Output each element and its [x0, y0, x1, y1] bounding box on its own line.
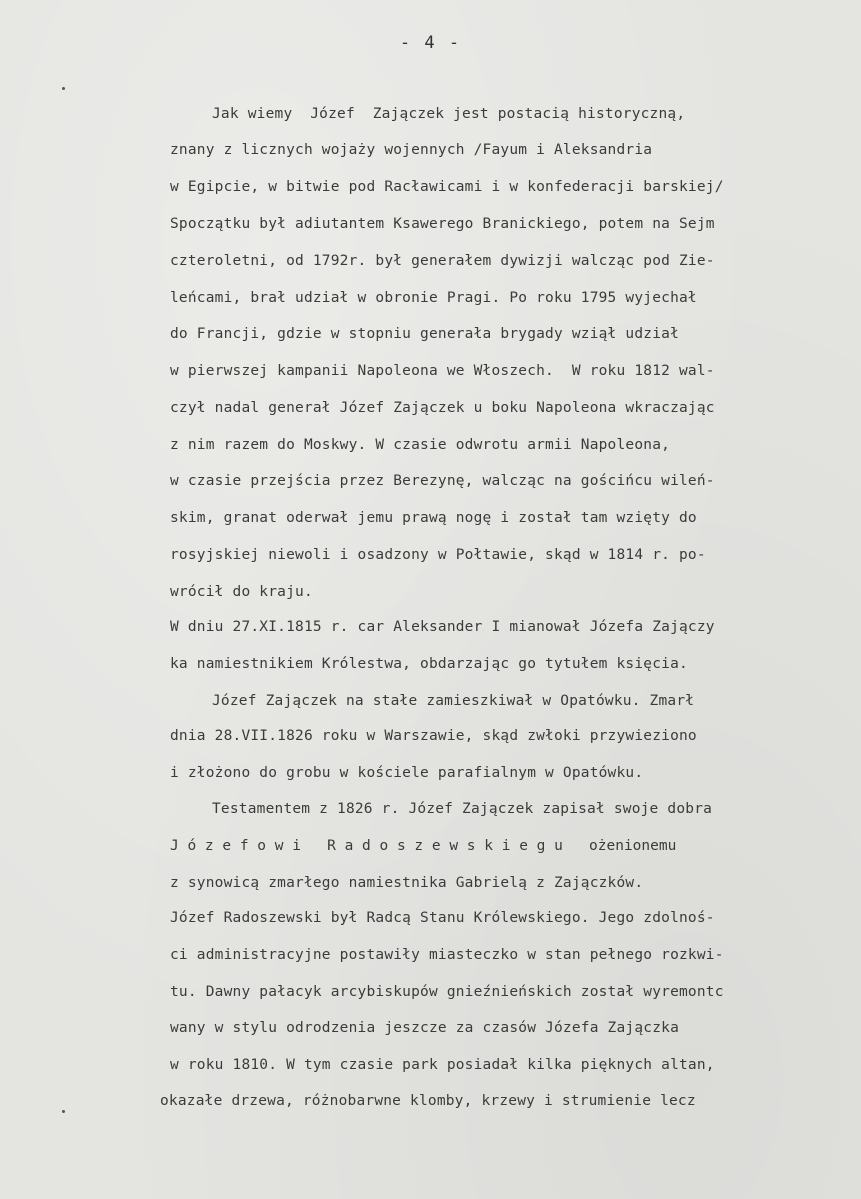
page-number: - 4 - — [399, 33, 462, 53]
text-line: znany z licznych wojaży wojennych /Fayum i Aleksandria — [170, 142, 653, 158]
text-line: czył nadal generał Józef Zajączek u boku Napoleona wkraczając — [170, 400, 715, 416]
text-line: w Egipcie, w bitwie pod Racławicami i w konfederacji barskiej/ — [170, 179, 724, 195]
text-line: Józef Radoszewski był Radcą Stanu Królewskiego. Jego zdolnoś- — [170, 910, 715, 926]
text-line: z nim razem do Moskwy. W czasie odwrotu armii Napoleona, — [170, 437, 671, 453]
text-line: tu. Dawny pałacyk arcybiskupów gnieźnieńskich został wyremontc — [170, 984, 724, 1000]
text-line: Jak wiemy Józef Zajączek jest postacią historyczną, — [212, 106, 686, 122]
text-line: rosyjskiej niewoli i osadzony w Połtawie, skąd w 1814 r. po- — [170, 547, 706, 563]
text-line: w pierwszej kampanii Napoleona we Włoszech. W roku 1812 wal- — [170, 363, 715, 379]
text-line: W dniu 27.XI.1815 r. car Aleksander I mianował Józefa Zajączy — [170, 619, 715, 635]
text-line: J ó z e f o w i R a d o s z e w s k i e g u ożenionemu — [170, 838, 677, 854]
text-line: czteroletni, od 1792r. był generałem dywizji walcząc pod Zie- — [170, 253, 715, 269]
text-line: Spoczątku był adiutantem Ksawerego Branickiego, potem na Sejm — [170, 216, 715, 232]
text-line: w roku 1810. W tym czasie park posiadał kilka pięknych altan, — [170, 1057, 715, 1073]
text-line: ci administracyjne postawiły miasteczko w stan pełnego rozkwi- — [170, 947, 724, 963]
text-line: okazałe drzewa, różnobarwne klomby, krzewy i strumienie lecz — [160, 1093, 696, 1109]
text-line: wany w stylu odrodzenia jeszcze za czasów Józefa Zajączka — [170, 1020, 679, 1036]
text-line: ka namiestnikiem Królestwa, obdarzając go tytułem księcia. — [170, 656, 688, 672]
text-line: leńcami, brał udział w obronie Pragi. Po roku 1795 wyjechał — [170, 290, 697, 306]
text-line: skim, granat oderwał jemu prawą nogę i został tam wzięty do — [170, 510, 697, 526]
text-line: do Francji, gdzie w stopniu generała brygady wziął udział — [170, 326, 679, 342]
text-line: i złożono do grobu w kościele parafialnym w Opatówku. — [170, 765, 644, 781]
text-line: Testamentem z 1826 r. Józef Zajączek zapisał swoje dobra — [212, 801, 713, 817]
text-line: wrócił do kraju. — [170, 584, 313, 600]
text-line: Józef Zajączek na stałe zamieszkiwał w Opatówku. Zmarł — [212, 693, 695, 709]
text-line: z synowicą zmarłego namiestnika Gabrielą z Zajączków. — [170, 875, 644, 891]
text-line: w czasie przejścia przez Berezynę, walcząc na gościńcu wileń- — [170, 473, 715, 489]
text-line: dnia 28.VII.1826 roku w Warszawie, skąd zwłoki przywieziono — [170, 728, 697, 744]
paper-speck — [62, 87, 65, 90]
paper-speck — [62, 1110, 65, 1113]
